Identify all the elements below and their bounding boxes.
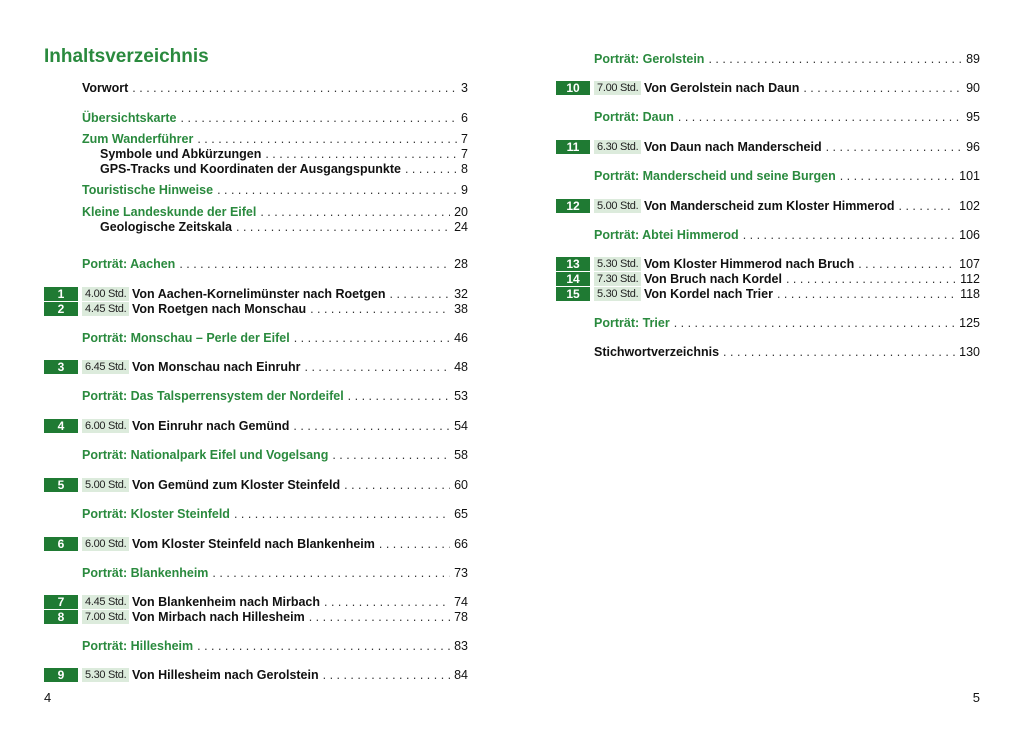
- toc-page-number: 78: [454, 610, 468, 624]
- tour-number-badge: 11: [556, 140, 590, 154]
- tour-number-badge: 4: [44, 419, 78, 433]
- tour-duration: 7.00 Std.: [594, 81, 641, 95]
- toc-page-number: 32: [454, 287, 468, 301]
- dot-leader: [708, 51, 962, 67]
- toc-entry[interactable]: [44, 204, 468, 220]
- dot-leader: [379, 536, 450, 552]
- dot-leader: [348, 388, 450, 404]
- toc-tour-entry[interactable]: [556, 271, 980, 287]
- right-page: [556, 0, 980, 730]
- toc-page-number: 125: [959, 316, 980, 330]
- tour-duration: 4.00 Std.: [82, 287, 129, 301]
- dot-leader: [212, 565, 450, 581]
- toc-page-number: 6: [461, 111, 468, 125]
- dot-leader: [234, 506, 450, 522]
- page-number-right: 5: [972, 690, 980, 705]
- toc-tour-entry[interactable]: [44, 609, 468, 625]
- toc-page-number: 3: [461, 81, 468, 95]
- toc-entry[interactable]: [44, 388, 468, 404]
- toc-tour-entry[interactable]: [44, 286, 468, 302]
- dot-leader: [344, 477, 450, 493]
- tour-duration: 7.30 Std.: [594, 272, 641, 286]
- dot-leader: [260, 204, 450, 220]
- dot-leader: [899, 198, 956, 214]
- toc-page-number: 38: [454, 302, 468, 316]
- dot-leader: [305, 359, 451, 375]
- toc-entry-label: Stichwortverzeichnis: [594, 345, 720, 359]
- toc-entry-label: Porträt: Aachen: [82, 257, 176, 271]
- toc-entry-label: Porträt: Hillesheim: [82, 639, 194, 653]
- toc-page-number: 107: [959, 257, 980, 271]
- tour-number-badge: 5: [44, 478, 78, 492]
- dot-leader: [674, 315, 955, 331]
- dot-leader: [786, 271, 956, 287]
- tour-duration: 6.00 Std.: [82, 537, 129, 551]
- dot-leader: [265, 146, 457, 162]
- dot-leader: [332, 447, 450, 463]
- toc-page-number: 7: [461, 147, 468, 161]
- dot-leader: [236, 219, 450, 235]
- toc-entry-label: Von Monschau nach Einruhr: [132, 360, 301, 374]
- page-title: Inhaltsverzeichnis: [44, 46, 209, 67]
- dot-leader: [293, 418, 450, 434]
- toc-tour-entry[interactable]: [44, 667, 468, 683]
- tour-duration: 6.00 Std.: [82, 419, 129, 433]
- toc-tour-entry[interactable]: [556, 198, 980, 214]
- toc-page-number: 73: [454, 566, 468, 580]
- toc-entry-label: Porträt: Abtei Himmerod: [594, 228, 739, 242]
- toc-entry-label: Porträt: Blankenheim: [82, 566, 209, 580]
- toc-tour-entry[interactable]: [44, 536, 468, 552]
- toc-tour-entry[interactable]: [556, 80, 980, 96]
- tour-number-badge: 15: [556, 287, 590, 301]
- tour-number-badge: 1: [44, 287, 78, 301]
- toc-entry-label: Vom Kloster Himmerod nach Bruch: [644, 257, 855, 271]
- dot-leader: [840, 168, 955, 184]
- tour-number-badge: 6: [44, 537, 78, 551]
- dot-leader: [803, 80, 962, 96]
- toc-entry[interactable]: [44, 182, 468, 198]
- toc-page-number: 101: [959, 169, 980, 183]
- dot-leader: [405, 161, 457, 177]
- toc-entry[interactable]: [44, 506, 468, 522]
- tour-duration: 5.30 Std.: [82, 668, 129, 682]
- tour-number-badge: 3: [44, 360, 78, 374]
- page-number-left: 4: [44, 690, 52, 705]
- tour-duration: 4.45 Std.: [82, 595, 129, 609]
- toc-entry[interactable]: [44, 161, 468, 177]
- tour-number-badge: 8: [44, 610, 78, 624]
- toc-tour-entry[interactable]: [44, 359, 468, 375]
- toc-entry[interactable]: [44, 80, 468, 96]
- toc-entry[interactable]: [44, 447, 468, 463]
- toc-page-number: 8: [461, 162, 468, 176]
- toc-entry[interactable]: [44, 146, 468, 162]
- toc-tour-entry[interactable]: [44, 301, 468, 317]
- toc-entry-label: Kleine Landeskunde der Eifel: [82, 205, 257, 219]
- toc-page-number: 60: [454, 478, 468, 492]
- tour-number-badge: 13: [556, 257, 590, 271]
- toc-entry-label: Porträt: Gerolstein: [594, 52, 705, 66]
- toc-entry-label: Von Hillesheim nach Gerolstein: [132, 668, 319, 682]
- toc-page-number: 83: [454, 639, 468, 653]
- dot-leader: [858, 256, 955, 272]
- toc-tour-entry[interactable]: [556, 286, 980, 302]
- toc-entry[interactable]: [44, 330, 468, 346]
- toc-page-number: 65: [454, 507, 468, 521]
- toc-entry-label: Touristische Hinweise: [82, 183, 214, 197]
- toc-page-number: 95: [966, 110, 980, 124]
- toc-entry-label: Geologische Zeitskala: [100, 220, 232, 234]
- tour-duration: 5.30 Std.: [594, 257, 641, 271]
- dot-leader: [197, 131, 457, 147]
- tour-duration: 6.45 Std.: [82, 360, 129, 374]
- toc-entry-label: Porträt: Nationalpark Eifel und Vogelsang: [82, 448, 329, 462]
- toc-tour-entry[interactable]: [556, 256, 980, 272]
- dot-leader: [743, 227, 955, 243]
- toc-page-number: 90: [966, 81, 980, 95]
- tour-duration: 5.00 Std.: [82, 478, 129, 492]
- tour-number-badge: 12: [556, 199, 590, 213]
- toc-page-number: 130: [959, 345, 980, 359]
- toc-entry[interactable]: [44, 110, 468, 126]
- tour-number-badge: 14: [556, 272, 590, 286]
- tour-number-badge: 9: [44, 668, 78, 682]
- toc-page-number: 118: [960, 287, 980, 301]
- toc-entry-label: Von Roetgen nach Monschau: [132, 302, 307, 316]
- toc-entry-label: Zum Wanderführer: [82, 132, 194, 146]
- dot-leader: [678, 109, 962, 125]
- toc-page-number: 46: [454, 331, 468, 345]
- toc-entry-label: Von Bruch nach Kordel: [644, 272, 782, 286]
- toc-entry-label: Vom Kloster Steinfeld nach Blankenheim: [132, 537, 375, 551]
- toc-entry-label: Von Gemünd zum Kloster Steinfeld: [132, 478, 341, 492]
- toc-tour-entry[interactable]: [556, 139, 980, 155]
- toc-entry-label: Vorwort: [82, 81, 129, 95]
- toc-page-number: 89: [966, 52, 980, 66]
- toc-entry-label: Symbole und Abkürzungen: [100, 147, 262, 161]
- toc-entry-label: Von Einruhr nach Gemünd: [132, 419, 290, 433]
- toc-page-number: 112: [960, 272, 980, 286]
- dot-leader: [197, 638, 450, 654]
- toc-entry-label: Porträt: Manderscheid und seine Burgen: [594, 169, 836, 183]
- toc-entry-label: Porträt: Trier: [594, 316, 670, 330]
- toc-page-number: 48: [454, 360, 468, 374]
- toc-page-number: 53: [454, 389, 468, 403]
- toc-entry[interactable]: [556, 227, 980, 243]
- toc-page-number: 20: [454, 205, 468, 219]
- dot-leader: [826, 139, 963, 155]
- dot-leader: [179, 256, 450, 272]
- toc-entry[interactable]: [556, 109, 980, 125]
- dot-leader: [181, 110, 458, 126]
- tour-number-badge: 7: [44, 595, 78, 609]
- toc-entry[interactable]: [556, 315, 980, 331]
- toc-entry[interactable]: [556, 168, 980, 184]
- toc-entry[interactable]: [44, 219, 468, 235]
- toc-entry-label: Von Kordel nach Trier: [644, 287, 773, 301]
- toc-page-number: 24: [454, 220, 468, 234]
- toc-page-number: 74: [454, 595, 468, 609]
- tour-duration: 7.00 Std.: [82, 610, 129, 624]
- toc-entry-label: GPS-Tracks und Koordinaten der Ausgangspunkte: [100, 162, 401, 176]
- dot-leader: [309, 609, 450, 625]
- toc-page-number: 66: [454, 537, 468, 551]
- toc-page-number: 96: [966, 140, 980, 154]
- dot-leader: [310, 301, 450, 317]
- toc-entry[interactable]: [44, 256, 468, 272]
- dot-leader: [323, 667, 450, 683]
- toc-entry-label: Porträt: Monschau – Perle der Eifel: [82, 331, 290, 345]
- toc-page-number: 54: [454, 419, 468, 433]
- tour-duration: 6.30 Std.: [594, 140, 641, 154]
- toc-entry[interactable]: [556, 344, 980, 360]
- toc-page-number: 102: [959, 199, 980, 213]
- toc-entry-label: Porträt: Das Talsperrensystem der Nordeifel: [82, 389, 344, 403]
- toc-entry-label: Von Gerolstein nach Daun: [644, 81, 800, 95]
- left-page: [44, 0, 468, 730]
- tour-duration: 5.30 Std.: [594, 287, 641, 301]
- toc-page-number: 106: [959, 228, 980, 242]
- toc-entry-label: Von Manderscheid zum Kloster Himmerod: [644, 199, 895, 213]
- toc-entry[interactable]: [44, 565, 468, 581]
- toc-entry[interactable]: [44, 131, 468, 147]
- dot-leader: [132, 80, 457, 96]
- toc-page-number: 84: [454, 668, 468, 682]
- toc-tour-entry[interactable]: [44, 594, 468, 610]
- toc-entry-label: Von Mirbach nach Hillesheim: [132, 610, 305, 624]
- toc-entry-label: Von Daun nach Manderscheid: [644, 140, 822, 154]
- toc-page-number: 7: [461, 132, 468, 146]
- toc-entry[interactable]: [556, 51, 980, 67]
- dot-leader: [217, 182, 457, 198]
- dot-leader: [390, 286, 451, 302]
- toc-entry-label: Übersichtskarte: [82, 111, 177, 125]
- tour-duration: 4.45 Std.: [82, 302, 129, 316]
- toc-page-number: 9: [461, 183, 468, 197]
- toc-entry-label: Porträt: Daun: [594, 110, 674, 124]
- toc-entry[interactable]: [44, 638, 468, 654]
- toc-tour-entry[interactable]: [44, 477, 468, 493]
- tour-number-badge: 2: [44, 302, 78, 316]
- tour-number-badge: 10: [556, 81, 590, 95]
- toc-page-number: 28: [454, 257, 468, 271]
- toc-entry-label: Von Aachen-Kornelimünster nach Roetgen: [132, 287, 386, 301]
- dot-leader: [294, 330, 450, 346]
- tour-duration: 5.00 Std.: [594, 199, 641, 213]
- toc-tour-entry[interactable]: [44, 418, 468, 434]
- toc-page-number: 58: [454, 448, 468, 462]
- dot-leader: [324, 594, 450, 610]
- dot-leader: [723, 344, 955, 360]
- toc-entry-label: Porträt: Kloster Steinfeld: [82, 507, 230, 521]
- dot-leader: [777, 286, 956, 302]
- toc-entry-label: Von Blankenheim nach Mirbach: [132, 595, 321, 609]
